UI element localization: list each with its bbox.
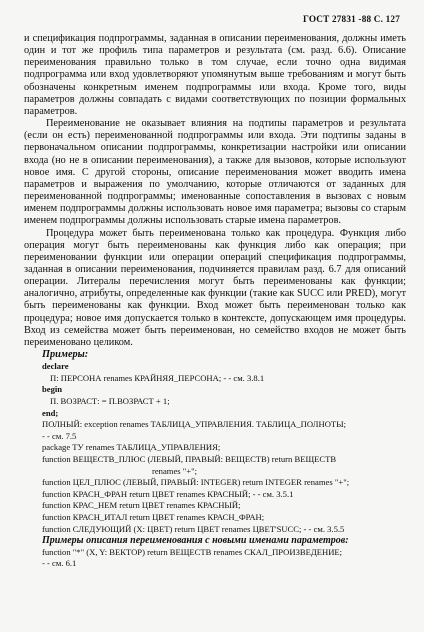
page-header: ГОСТ 27831 -88 С. 127 [303,14,400,24]
paragraph-2: Переименование не оказывает влияния на подтипы параметров и результата (если он есть) переименованной подпрограммы или входа. Эти подтипы заданы в первоначальном описании подпрограммы, конкретизации настройки или описании входа (но не в описании переименования), а также для вызовов, которые используют новое имя. С другой стороны, описание переименования может вводить имена параметров и выражения по умолчанию, которые отличаются от заданных для переименованной подпрограммы; именованные сопоставления в вызовах с новым именем подпрограммы должны использовать новое имя параметра; вызовы со старым именем подпрограммы должны использовать старые имена параметров. [24,118,406,227]
code-line: function СЛЕДУЮЩИЙ (X: ЦВЕТ) return ЦВЕТ renames ЦВЕТ'SUCC; - - см. 3.5.5 [42,523,345,534]
paragraph-1: и спецификация подпрограммы, заданная в описании переименования, должны иметь один и тот же профиль типа параметров и результата (см. разд. 6.6). Описание переименования правильно только в том случае, если точно одна видимая подпрограмма или вход удовлетворяют упомянутым выше требованиям и могут быть обозначены конкретным именем подпрограммы или входа. Кроме того, виды параметров должны совпадать с видами соответствующих по позиции формальных параметров. [24,33,406,117]
code-line: end; [42,407,59,418]
code-line: function КРАСН_ФРАН return ЦВЕТ renames КРАСНЫЙ; - - см. 3.5.1 [42,488,294,499]
paragraph-3: Процедура может быть переименована только как процедура. Функция либо операция могут быть переименованы как функция либо как операция; при переименовании функции или операции операций спецификация подпрограммы, заданная в описании переименования, подчиняется правилам разд. 6.7 для описаний операции. Литералы перечисления могут быть переименованы как функции; аналогично, атрибуты, определенные как функции (такие как SUCC или PRED), могут быть переименованы как функции. Вход может быть переименован только как процедура; новое имя допускается только в контексте, допускающем имя процедуры. Вход из семейства может быть переименован, но семейство входов не может быть переименовано целиком. [24,227,406,348]
code-line: П. ВОЗРАСТ: = П.ВОЗРАСТ + 1; [50,396,170,406]
code-line: function "*" (X, Y: ВЕКТОР) return ВЕЩЕСТВ renames СКАЛ_ПРОИЗВЕДЕНИЕ; [42,546,343,557]
code-line: Примеры описания переименования с новыми именами параметров: [42,535,349,547]
code-line: - - см. 7.5 [42,430,77,441]
code-line: declare [42,361,69,372]
code-line: begin [42,384,63,395]
code-line: - - см. 6.1 [42,558,77,569]
code-line: function ЦЕЛ_ПЛЮС (ЛЕВЫЙ, ПРАВЫЙ: INTEGER) return INTEGER renames "+"; [42,477,350,488]
body-text [24,33,406,570]
code-line: renames "+"; [152,465,198,476]
code-examples [24,361,406,570]
code-line: function ВЕЩЕСТВ_ПЛЮС (ЛЕВЫЙ, ПРАВЫЙ: ВЕЩЕСТВ) return ВЕЩЕСТВ [42,453,337,464]
code-line: П: ПЕРСОНА renames КРАЙНЯЯ_ПЕРСОНА; - - см. 3.8.1 [50,372,265,383]
code-line: ПОЛНЫЙ: exception renames ТАБЛИЦА_УПРАВЛЕНИЯ. ТАБЛИЦА_ПОЛНОТЫ; [42,419,347,430]
code-line: package ТУ renames ТАБЛИЦА_УПРАВЛЕНИЯ; [42,442,221,453]
code-line: function КРАС_НЕМ return ЦВЕТ renames КРАСНЫЙ; [42,500,241,511]
examples-heading: Примеры: [42,349,89,361]
code-line: function КРАСН_ИТАЛ return ЦВЕТ renames КРАСН_ФРАН; [42,511,265,522]
